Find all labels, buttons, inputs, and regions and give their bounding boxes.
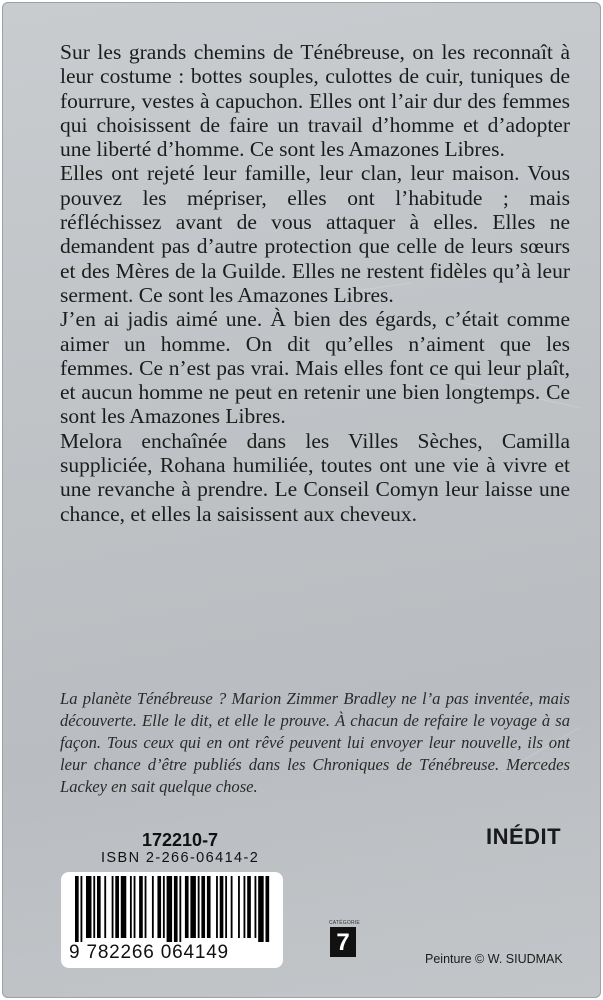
category-number: 7 <box>330 927 356 957</box>
barcode-bar <box>130 876 132 938</box>
barcode-bar <box>207 876 211 938</box>
barcode-bar <box>201 876 205 938</box>
barcode-bar <box>163 876 165 938</box>
barcode-bar <box>179 876 181 942</box>
barcode-bar <box>139 876 143 938</box>
barcode-bar <box>121 876 127 938</box>
barcode-digits: 9 782266 064149 <box>69 942 229 963</box>
barcode-bar <box>167 876 173 942</box>
blurb-text <box>60 40 570 526</box>
barcode-bar <box>134 876 136 938</box>
barcode-bar <box>185 876 189 938</box>
barcode-bars <box>75 876 271 942</box>
barcode-bar <box>112 876 114 938</box>
barcode-bar <box>225 876 227 938</box>
barcode-bar <box>86 876 92 938</box>
cover-art-credit: Peinture © W. SIUDMAK <box>425 952 563 966</box>
blurb-paragraph: Elles ont rejeté leur famille, leur clan, leur maison. Vous pouvez les mépriser, elles ont l’habitude ; mais réfléchissez avant de vous attaquer à elles. Elles ne demandent pas d’autre protection que celle de leurs sœurs et des Mères de la Guilde. Elles ne restent fidèles qu’à leur serment. Ce sont les Amazones Libres. <box>60 161 570 307</box>
barcode-bar <box>216 876 218 938</box>
barcode-bar <box>115 876 119 938</box>
barcode-bar <box>81 876 83 942</box>
blurb-paragraph: Melora enchaînée dans les Villes Sèches, Camilla suppliciée, Rohana humiliée, toutes ont une vie à vivre et une revanche à prendre. Le Conseil Comyn leur laisse une chance, et elles la saisissent aux cheveux. <box>60 428 570 526</box>
barcode-bar <box>258 876 264 942</box>
barcode-bar <box>266 876 270 942</box>
barcode-bar <box>247 876 251 938</box>
barcode-bar <box>104 876 106 938</box>
barcode-bar <box>255 876 257 938</box>
category-label: CATÉGORIE <box>329 920 360 926</box>
barcode-bar <box>220 876 224 938</box>
isbn-number: ISBN 2-266-06414-2 <box>101 850 260 866</box>
blurb-paragraph: Sur les grands chemins de Ténébreuse, on les reconnaît à leur costume : bottes souples, culottes de cuir, tuniques de fourrure, vestes à capuchon. Elles ont l’air dur des femmes qui choisissent de faire un travail d’homme et d’adopter une liberté d’homme. Ce sont les Amazones Libres. <box>60 40 570 162</box>
blurb-paragraph: J’en ai jadis aimé une. À bien des égards, c’était comme aimer un homme. On dit qu’elles n’aiment que les femmes. Ce n’est pas vrai. Mais elles font ce qui leur plaît, et aucun homme ne peut en retenir une bien longtemps. Ce sont les Amazones Libres. <box>60 307 570 429</box>
barcode-bar <box>152 876 154 938</box>
back-cover <box>2 2 601 998</box>
barcode <box>61 872 283 968</box>
inedit-label: INÉDIT <box>486 824 562 849</box>
barcode-bar <box>157 876 161 938</box>
barcode-bar <box>93 876 95 938</box>
barcode-bar <box>231 876 233 938</box>
barcode-bar <box>174 876 178 942</box>
barcode-bar <box>145 876 147 938</box>
product-code: 172210-7 <box>142 830 219 850</box>
barcode-bar <box>190 876 196 938</box>
barcode-bar <box>97 876 101 938</box>
barcode-bar <box>244 876 246 938</box>
barcode-bar <box>198 876 200 938</box>
author-note: La planète Ténébreuse ? Marion Zimmer Bradley ne l’a pas inventée, mais découverte. Elle le dit, et elle le prouve. À chacun de refaire le voyage à sa façon. Tous ceux qui en ont rêvé peuvent lui envoyer leur nouvelle, ils ont leur chance d’être publiés dans les Chroniques de Ténébreuse. Mercedes Lackey en sait quelque chose. <box>60 689 570 796</box>
barcode-bar <box>75 876 79 942</box>
category-badge <box>329 920 360 957</box>
barcode-bar <box>238 876 240 938</box>
